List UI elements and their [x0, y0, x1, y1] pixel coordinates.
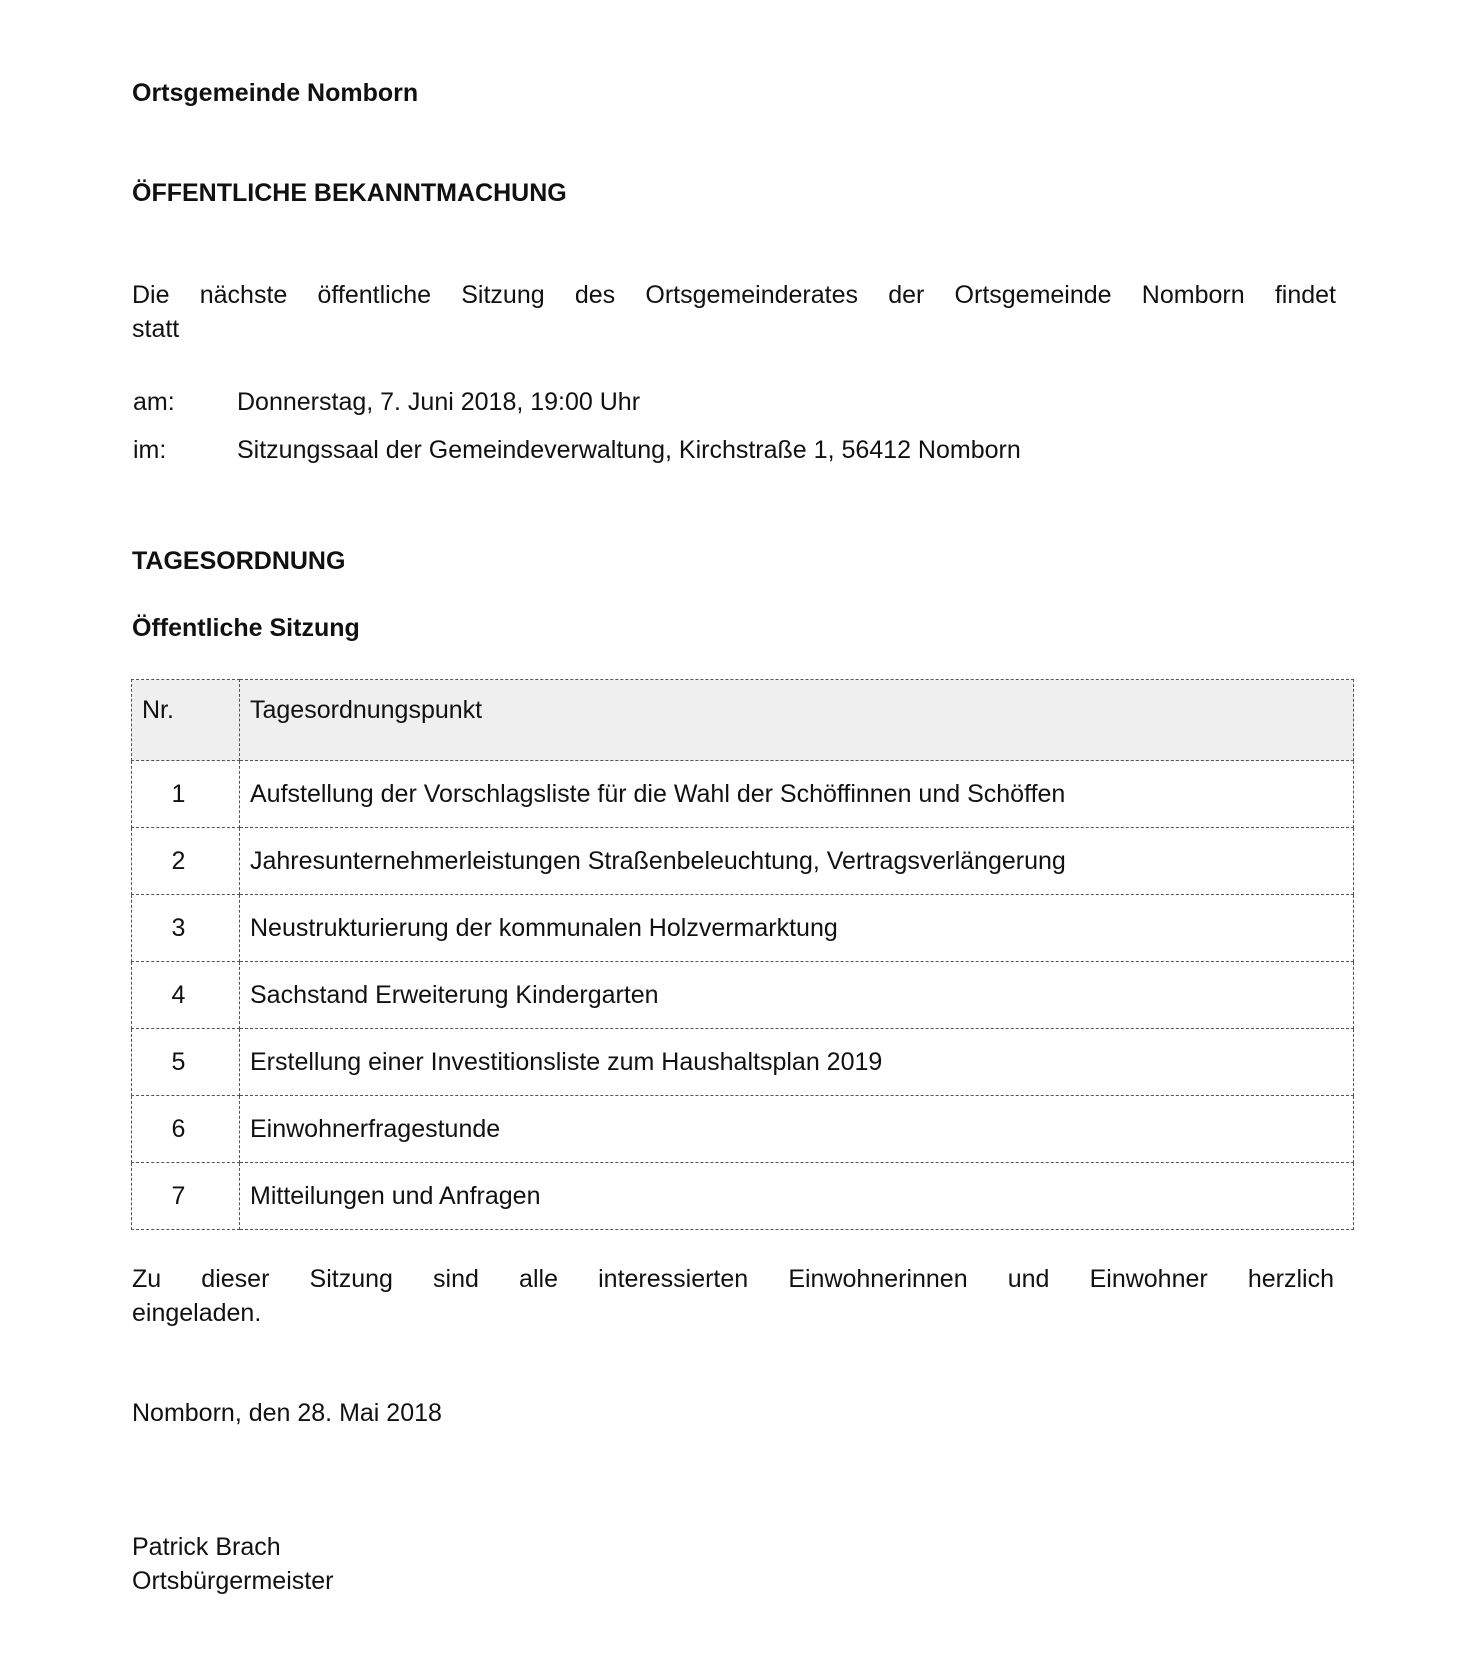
- agenda-item: Neustrukturierung der kommunalen Holzvermarktung: [240, 895, 1354, 962]
- date-value: Donnerstag, 7. Juni 2018, 19:00 Uhr: [237, 388, 641, 416]
- table-row: [132, 828, 1354, 895]
- column-header-item: Tagesordnungspunkt: [240, 680, 1354, 761]
- intro-line-2: statt: [132, 315, 180, 343]
- column-header-nr: Nr.: [132, 680, 240, 761]
- table-row: [132, 1096, 1354, 1163]
- table-row: [132, 1163, 1354, 1230]
- signature-role: Ortsbürgermeister: [132, 1567, 334, 1595]
- agenda-nr: 4: [132, 962, 240, 1029]
- table-row: [132, 962, 1354, 1029]
- notice-title: ÖFFENTLICHE BEKANNTMACHUNG: [132, 179, 567, 207]
- place-value: Sitzungssaal der Gemeindeverwaltung, Kirchstraße 1, 56412 Nomborn: [237, 436, 1021, 464]
- closing-paragraph: [132, 1262, 1334, 1330]
- place-and-date: Nomborn, den 28. Mai 2018: [132, 1399, 442, 1427]
- agenda-item: Erstellung einer Investitionsliste zum Haushaltsplan 2019: [240, 1029, 1354, 1096]
- table-row: [132, 895, 1354, 962]
- agenda-item: Sachstand Erweiterung Kindergarten: [240, 962, 1354, 1029]
- agenda-nr: 6: [132, 1096, 240, 1163]
- agenda-item: Mitteilungen und Anfragen: [240, 1163, 1354, 1230]
- signature-name: Patrick Brach: [132, 1533, 281, 1561]
- closing-line-1: Zu dieser Sitzung sind alle interessierten Einwohnerinnen und Einwohner herzlich: [132, 1265, 1334, 1293]
- agenda-header-row: [132, 680, 1354, 761]
- agenda-item: Einwohnerfragestunde: [240, 1096, 1354, 1163]
- agenda-nr: 5: [132, 1029, 240, 1096]
- intro-paragraph: [132, 278, 1336, 346]
- agenda-title: TAGESORDNUNG: [132, 547, 346, 575]
- agenda-item: Jahresunternehmerleistungen Straßenbeleuchtung, Vertragsverlängerung: [240, 828, 1354, 895]
- municipality-name: Ortsgemeinde Nomborn: [132, 79, 419, 107]
- agenda-item: Aufstellung der Vorschlagsliste für die Wahl der Schöffinnen und Schöffen: [240, 761, 1354, 828]
- date-label: am:: [133, 388, 175, 416]
- agenda-nr: 3: [132, 895, 240, 962]
- table-row: [132, 761, 1354, 828]
- agenda-table: [131, 679, 1354, 1230]
- intro-line-1: Die nächste öffentliche Sitzung des Ortsgemeinderates der Ortsgemeinde Nomborn findet: [132, 281, 1336, 309]
- agenda-nr: 7: [132, 1163, 240, 1230]
- closing-line-2: eingeladen.: [132, 1299, 262, 1327]
- place-label: im:: [133, 436, 167, 464]
- table-row: [132, 1029, 1354, 1096]
- agenda-subtitle: Öffentliche Sitzung: [132, 614, 360, 642]
- agenda-nr: 1: [132, 761, 240, 828]
- agenda-nr: 2: [132, 828, 240, 895]
